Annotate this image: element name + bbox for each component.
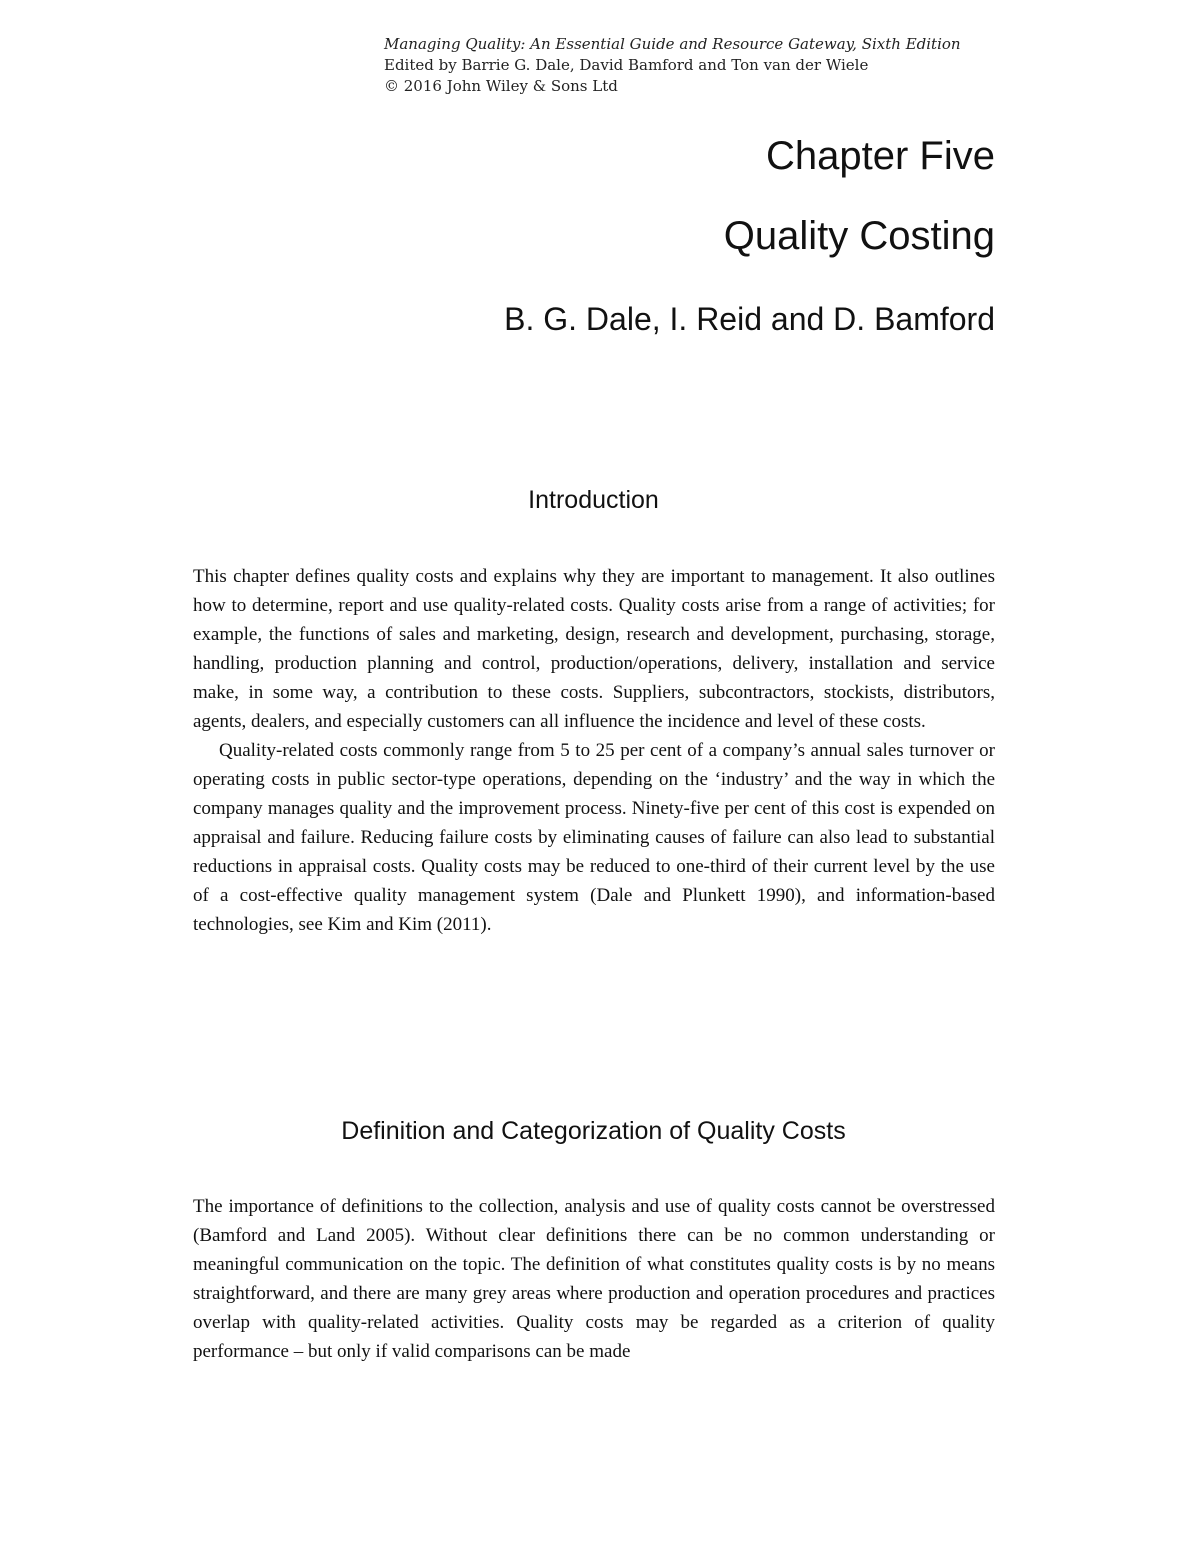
running-header xyxy=(384,34,1024,97)
paragraph: The importance of definitions to the collection, analysis and use of quality costs cannot be overstressed (Bamford and Land 2005). Without clear definitions there can be no common understanding or meaningful communication on the topic. The definition of what constitutes quality costs is by no means straightforward, and there are many grey areas where production and operation procedures and practices overlap with quality-related activities. Quality costs may be regarded as a criterion of quality performance – but only if valid comparisons can be made xyxy=(193,1196,995,1362)
paragraph: This chapter defines quality costs and explains why they are important to management. It also outlines how to determine, report and use quality-related costs. Quality costs arise from a range of activities; for example, the functions of sales and marketing, design, research and development, purchasing, storage, handling, production planning and control, production/operations, delivery, installation and service make, in some way, a contribution to these costs. Suppliers, subcontractors, stockists, distributors, agents, dealers, and especially customers can all influence the incidence and level of these costs. xyxy=(193,566,995,732)
definition-body xyxy=(193,1192,995,1402)
chapter-authors: B. G. Dale, I. Reid and D. Bamford xyxy=(504,301,995,337)
chapter-number: Chapter Five xyxy=(766,134,995,178)
section-heading-definition: Definition and Categorization of Quality Costs xyxy=(341,1117,846,1145)
section-heading-introduction: Introduction xyxy=(528,486,659,514)
paragraph: Quality-related costs commonly range from 5 to 25 per cent of a company’s annual sales turnover or operating costs in public sector-type operations, depending on the ‘industry’ and the way in which the company manages quality and the improvement process. Ninety-five per cent of this cost is expended on appraisal and failure. Reducing failure costs by eliminating causes of failure can also lead to substantial reductions in appraisal costs. Quality costs may be reduced to one-third of their current level by the use of a cost-effective quality management system (Dale and Plunkett 1990), and information-based technologies, see Kim and Kim (2011). xyxy=(193,740,995,935)
editors-line: Edited by Barrie G. Dale, David Bamford and Ton van der Wiele xyxy=(384,56,869,74)
copyright-line: © 2016 John Wiley & Sons Ltd xyxy=(384,77,618,95)
introduction-body xyxy=(193,562,995,939)
book-title: Managing Quality: An Essential Guide and Resource Gateway, Sixth Edition xyxy=(384,35,961,53)
chapter-title: Quality Costing xyxy=(723,214,995,258)
